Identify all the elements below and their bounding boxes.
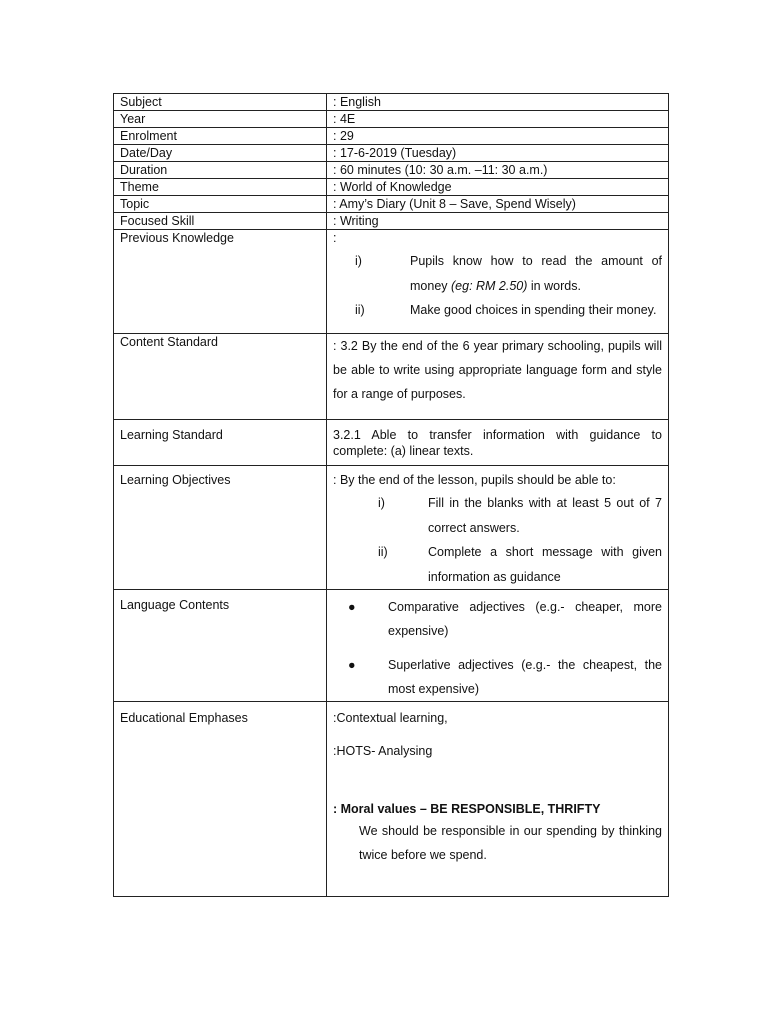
- row-value: [327, 466, 669, 590]
- list-item: [333, 653, 662, 701]
- item-number: i): [378, 496, 385, 510]
- row-label: Enrolment: [114, 128, 327, 145]
- previous-knowledge-colon: :: [333, 231, 337, 245]
- row-year: [114, 111, 669, 128]
- list-item: [333, 298, 662, 323]
- row-subject: [114, 94, 669, 111]
- row-value: [327, 334, 669, 420]
- bullet-icon: ●: [348, 658, 356, 672]
- item-number: ii): [355, 303, 365, 317]
- lesson-plan-table: [113, 93, 669, 897]
- list-item: [333, 491, 662, 540]
- row-value: : Writing: [327, 213, 669, 230]
- item-text: Pupils know how to read the amount of money (eg: RM 2.50) in words.: [410, 254, 662, 293]
- learning-standard-text: 3.2.1 Able to transfer information with guidance to complete: (a) linear texts.: [333, 428, 662, 458]
- item-number: ii): [378, 545, 388, 559]
- row-value: : 17-6-2019 (Tuesday): [327, 145, 669, 162]
- item-text: Complete a short message with given information as guidance: [428, 545, 662, 584]
- row-label: Learning Standard: [114, 420, 327, 466]
- item-text: Superlative adjectives (e.g.- the cheapest, the most expensive): [388, 658, 662, 696]
- moral-values-title: : Moral values – BE RESPONSIBLE, THRIFTY: [333, 802, 601, 816]
- row-value: [327, 702, 669, 897]
- row-label: Content Standard: [114, 334, 327, 420]
- row-value: : English: [327, 94, 669, 111]
- content-standard-text: : 3.2 By the end of the 6 year primary schooling, pupils will be able to write using appropriate language form and style for a range of purposes.: [333, 339, 662, 401]
- list-item: [333, 595, 662, 643]
- bullet-icon: ●: [348, 600, 356, 614]
- emphasis-contextual: :Contextual learning,: [333, 711, 448, 725]
- row-label: Educational Emphases: [114, 702, 327, 897]
- row-label: Subject: [114, 94, 327, 111]
- row-label: Topic: [114, 196, 327, 213]
- row-label: Theme: [114, 179, 327, 196]
- row-label: Date/Day: [114, 145, 327, 162]
- row-label: Language Contents: [114, 590, 327, 702]
- row-label: Focused Skill: [114, 213, 327, 230]
- row-label: Previous Knowledge: [114, 230, 327, 334]
- row-learning-objectives: [114, 466, 669, 590]
- row-value: [327, 230, 669, 334]
- list-item: [333, 249, 662, 298]
- row-label: Year: [114, 111, 327, 128]
- row-previous-knowledge: [114, 230, 669, 334]
- row-date-day: [114, 145, 669, 162]
- row-value: : World of Knowledge: [327, 179, 669, 196]
- row-value: [327, 590, 669, 702]
- row-value: : Amy’s Diary (Unit 8 – Save, Spend Wisely): [327, 196, 669, 213]
- row-topic: [114, 196, 669, 213]
- row-enrolment: [114, 128, 669, 145]
- row-value: : 4E: [327, 111, 669, 128]
- row-language-contents: [114, 590, 669, 702]
- moral-values-text: We should be responsible in our spending by thinking twice before we spend.: [359, 824, 662, 862]
- row-label: Duration: [114, 162, 327, 179]
- emphasis-hots: :HOTS- Analysing: [333, 744, 433, 758]
- item-number: i): [355, 254, 362, 268]
- item-text: Fill in the blanks with at least 5 out of 7 correct answers.: [428, 496, 662, 535]
- row-value: [327, 420, 669, 466]
- row-educational-emphases: [114, 702, 669, 897]
- item-text: Make good choices in spending their money.: [410, 303, 657, 317]
- row-duration: [114, 162, 669, 179]
- objectives-intro: : By the end of the lesson, pupils should be able to:: [333, 473, 616, 487]
- row-value: : 29: [327, 128, 669, 145]
- row-learning-standard: [114, 420, 669, 466]
- row-value: : 60 minutes (10: 30 a.m. –11: 30 a.m.): [327, 162, 669, 179]
- item-text: Comparative adjectives (e.g.- cheaper, more expensive): [388, 600, 662, 638]
- row-theme: [114, 179, 669, 196]
- row-focused-skill: [114, 213, 669, 230]
- row-label: Learning Objectives: [114, 466, 327, 590]
- list-item: [333, 540, 662, 589]
- row-content-standard: [114, 334, 669, 420]
